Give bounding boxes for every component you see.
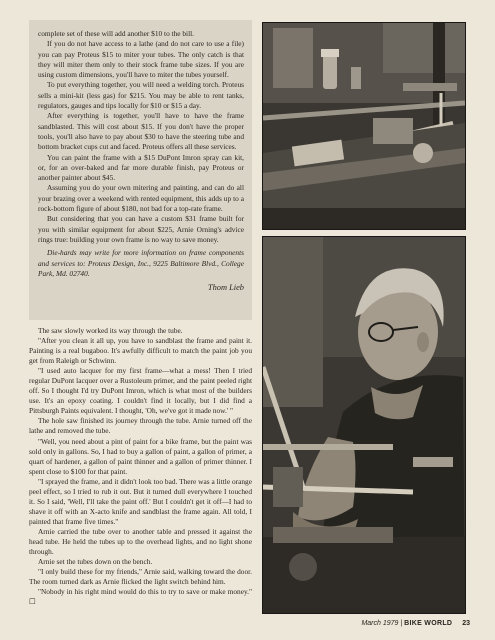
publication-name: BIKE WORLD — [404, 620, 453, 627]
story-paragraph: "I used auto lacquer for my first frame—what a mess! Then I tried regular DuPont lacquer over a Rustoleum primer, and the paint peeled right off. So I thought I'd try DuPont Imron, which is what most of the builders use. It's an epoxy coating. I couldn't find it locally, but I did find a Pittsburgh Paints equivalent. I thought, 'Oh, we've got it made now.' " — [29, 366, 252, 416]
story-column — [29, 326, 252, 616]
story-paragraph: "After you clean it all up, you have to sandblast the frame and paint it. Painting is a real bugaboo. It's awfully difficult to match the paint job you get from Raleigh or Schwinn. — [29, 336, 252, 366]
story-paragraph: Arnie set the tubes down on the bench. — [38, 557, 153, 567]
sidebar-box — [29, 20, 252, 320]
story-paragraph: "Well, you need about a pint of paint for a bike frame, but the paint was sold only in gallons. So, I had to buy a gallon of paint, a gallon of primer, a quart of hardener, a gallon of paint thinner and a gallon of primer thinner. I spent close to $100 for that paint. — [29, 436, 252, 476]
sidebar-note: Die-hards may write for more information on frame components and services to: Proteus Design, Inc., 9225 Baltimore Blvd., College Park, Md. 02740. — [38, 248, 244, 278]
story-paragraph: "I only build these for my friends," Arnie said, walking toward the door. The room turned dark as Arnie flicked the light switch behind him. — [29, 567, 252, 587]
page-footer — [340, 620, 470, 627]
sidebar-paragraph: To put everything together, you will need a welding torch. Proteus sells a mini-kit (less gas) for $215. You may be able to rent tanks, regulators, gauges and tips locally for $10 or $15 a day. — [38, 80, 244, 111]
frame-builder-photo — [262, 236, 466, 614]
story-paragraph: "Nobody in his right mind would do this to try to save or make money." ☐ — [29, 587, 252, 607]
sidebar-paragraph: But considering that you can have a custom $31 frame built for you with similar equipment for about $225, Arnie Orning's advice rings true: building your own frame is no way to save money. — [38, 214, 244, 244]
story-paragraph: "I sprayed the frame, and it didn't look too bad. There was a little orange peel effect, so I tried to rub it out. But it turned dull everywhere I touched it. So I said, 'Well, I'll take the paint off.' But I couldn't get it off—I had to shave it off with an X-acto knife and sandblast the frame again. All told, I painted that frame five times." — [29, 476, 252, 526]
sidebar-paragraph: Assuming you do your own mitering and painting, and can do all your brazing over a weekend with rented equipment, this adds up to a rock-bottom figure of about $180, not bad for a top-rate frame. — [38, 183, 244, 214]
sidebar-paragraph: After everything is together, you'll have to have the frame sandblasted. This will cost about $15. If you don't have the proper tools, you'll also have to pay about $30 to have the steering tube and bottom bracket cups cut and faced. Proteus offers all these services. — [38, 111, 244, 152]
sidebar-byline: Thom Lieb — [207, 283, 244, 293]
issue-date: March 1979 — [361, 620, 399, 627]
story-paragraph: The saw slowly worked its way through the tube. — [38, 326, 183, 335]
sidebar-paragraph: You can paint the frame with a $15 DuPont Imron spray can kit, or, for an over-baked and far more durable finish, pay Proteus or another painter about $45. — [38, 152, 244, 183]
frame-jig-photo — [262, 22, 466, 230]
story-paragraph: The hole saw finished its journey through the tube. Arnie turned off the lathe and removed the tube. — [29, 416, 252, 436]
footer-separator: | — [400, 620, 403, 627]
sidebar-paragraph: complete set of these will add another $10 to the bill. — [38, 29, 195, 38]
page-number: 23 — [462, 620, 470, 627]
sidebar-paragraph: If you do not have access to a lathe (and do not care to use a file) you can pay Proteus $15 to miter your tubes. The only catch is that they will miter them only to their stock frame tube sizes. If you are using custom dimensions, you'll have to miter the tubes yourself. — [38, 39, 244, 80]
story-paragraph: Arnie carried the tube over to another table and pressed it against the head tube. He held the tubes up to the overhead lights, and no light shone through. — [29, 526, 252, 557]
